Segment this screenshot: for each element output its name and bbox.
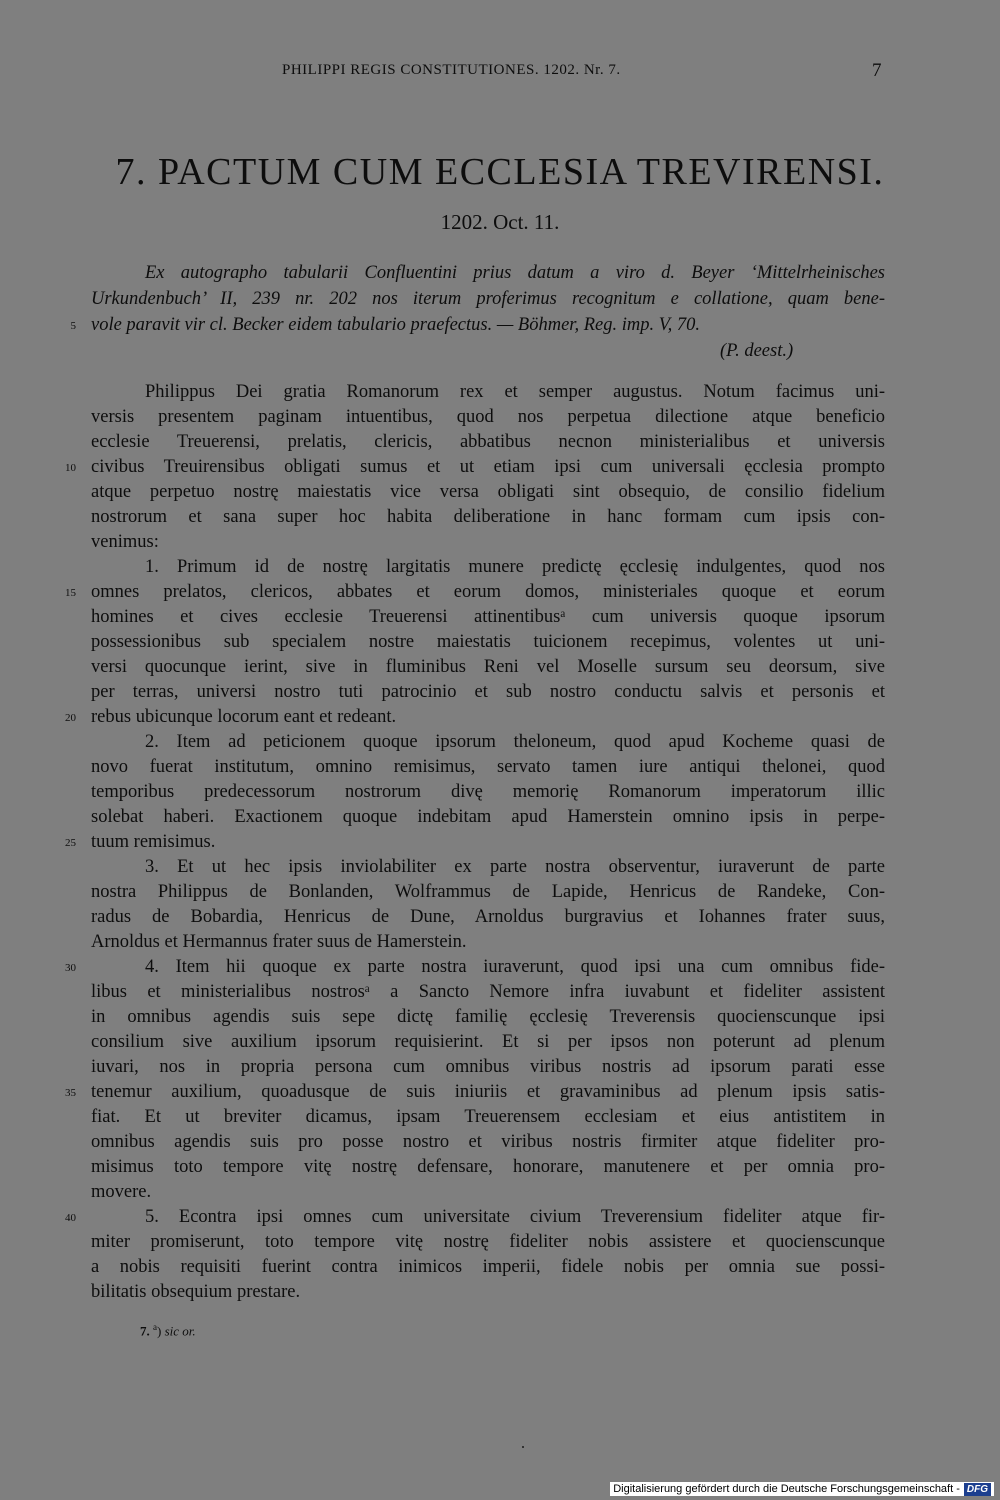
body-line: Philippus Dei gratia Romanorum rex et semper augustus. Notum facimus uni- [145,382,885,402]
body-line: a nobis requisiti fuerint contra inimicos imperii, fidele nobis per omnia sue possi- [91,1257,885,1277]
running-head: PHILIPPI REGIS CONSTITUTIONES. 1202. Nr. 7. [282,62,621,78]
body-line: miter promiserunt, toto tempore vitę nostrę fideliter nobis assistere et quocienscunque [91,1232,885,1252]
body-line: versi quocunque ierint, sive in fluminibus Reni vel Moselle sursum seu deorsum, sive [91,657,885,677]
margin-line-number: 40 [65,1212,76,1224]
intro-note: (P. deest.) [720,341,794,361]
dfg-credit [610,1482,994,1496]
body-line: consilium sive auxilium ipsorum requisierint. Et si per ipsos non poterunt ad plenum [91,1032,885,1052]
margin-line-number: 30 [65,962,76,974]
body-line: possessionibus sub specialem nostre maiestatis tuicionem recepimus, volentes ut uni- [91,632,885,652]
body-line: libus et ministerialibus nostrosᵃ a Sancto Nemore infra iuvabunt et fideliter assistent [91,982,885,1002]
intro-line: vole paravit vir cl. Becker eidem tabulario praefectus. — Böhmer, Reg. imp. V, 70. [91,315,701,335]
margin-line-number: 25 [65,837,76,849]
body-line: venimus: [91,532,159,552]
footnote [140,1322,196,1339]
body-line: in omnibus agendis suis sepe dictę familię ęcclesię Treverensis quocienscunque ipsi [91,1007,885,1027]
intro-line: Urkundenbuch’ II, 239 nr. 202 nos iterum proferimus recognitum e collatione, quam bene- [91,289,885,309]
body-line: tuum remisimus. [91,832,216,852]
dfg-logo-icon: DFG [964,1483,991,1496]
body-line: Arnoldus et Hermannus frater suus de Hamerstein. [91,932,467,952]
body-line: movere. [91,1182,152,1202]
body-line: nostrorum et sana super hoc habita deliberatione in hanc formam cum ipsis con- [91,507,885,527]
body-line: radus de Bobardia, Henricus de Dune, Arnoldus burgravius et Iohannes frater suus, [91,907,885,927]
body-line: omnibus agendis suis pro posse nostro et viribus nostris firmiter atque fideliter pro- [91,1132,885,1152]
body-line: nostra Philippus de Bonlanden, Wolframmus de Lapide, Henricus de Randeke, Con- [91,882,885,902]
speck [522,1446,524,1448]
body-line: 2. Item ad peticionem quoque ipsorum theloneum, quod apud Kocheme quasi de [145,732,885,752]
page-number: 7 [872,60,882,81]
body-line: fiat. Et ut breviter dicamus, ipsam Treuerensem ecclesiam et eius antistitem in [91,1107,885,1127]
body-line: tenemur auxilium, quoadusque de suis iniuriis et gravaminibus ad plenum ipsis satis- [91,1082,885,1102]
margin-line-number: 15 [65,587,76,599]
body-line: per terras, universi nostro tuti patrocinio et sub nostro conductu salvis et personis et [91,682,885,702]
body-line: 3. Et ut hec ipsis inviolabiliter ex parte nostra observentur, iuraverunt de parte [145,857,885,877]
body-line: homines et cives ecclesie Treuerensi attinentibusᵃ cum universis quoque ipsorum [91,607,885,627]
body-line: civibus Treuirensibus obligati sumus et ut etiam ipsi cum universali ęcclesia prompto [91,457,885,477]
body-line: atque perpetuo nostrę maiestatis vice versa obligati sint obsequio, de consilio fidelium [91,482,885,502]
body-line: temporibus predecessorum nostrorum divę memorię Romanorum imperatorum illic [91,782,885,802]
document-title: 7. PACTUM CUM ECCLESIA TREVIRENSI. [115,151,885,193]
body-line: 1. Primum id de nostrę largitatis munere predictę ęcclesię indulgentes, quod nos [145,557,885,577]
body-line: iuvari, nos in propria persona cum omnibus viribus nostris ad ipsorum parati esse [91,1057,885,1077]
margin-line-number: 10 [65,462,76,474]
body-line: 5. Econtra ipsi omnes cum universitate civium Treverensium fideliter atque fir- [145,1207,885,1227]
intro-line: Ex autographo tabularii Confluentini prius datum a viro d. Beyer ‘Mittelrheinisches [145,263,885,283]
body-line: solebat haberi. Exactionem quoque indebitam apud Hamerstein omnino ipsis in perpe- [91,807,885,827]
footnote-letter: a [153,1322,157,1332]
footnote-paren: ) [157,1323,162,1339]
body-line: rebus ubicunque locorum eant et redeant. [91,707,397,727]
document-date: 1202. Oct. 11. [440,210,560,234]
body-line: ecclesie Treuerensi, prelatis, clericis, abbatibus necnon ministerialibus et universis [91,432,885,452]
body-line: novo fuerat institutum, omnino remisimus, servato tamen iure antiqui thelonei, quod [91,757,885,777]
margin-line-number: 35 [65,1087,76,1099]
body-line: 4. Item hii quoque ex parte nostra iuraverunt, quod ipsi una cum omnibus fide- [145,957,885,977]
footnote-mark: 7. [140,1323,150,1339]
body-line: bilitatis obsequium prestare. [91,1282,301,1302]
margin-line-number: 5 [70,320,76,332]
dfg-credit-text: Digitalisierung gefördert durch die Deutsche Forschungsgemeinschaft - [613,1483,960,1495]
body-line: misimus toto tempore vitę nostrę defensare, honorare, manutenere et per omnia pro- [91,1157,885,1177]
footnote-text: sic or. [164,1323,196,1339]
body-line: omnes prelatos, clericos, abbates et eorum domos, ministeriales quoque et eorum [91,582,885,602]
margin-line-number: 20 [65,712,76,724]
body-line: versis presentem paginam intuentibus, quod nos perpetua dilectione atque beneficio [91,407,885,427]
